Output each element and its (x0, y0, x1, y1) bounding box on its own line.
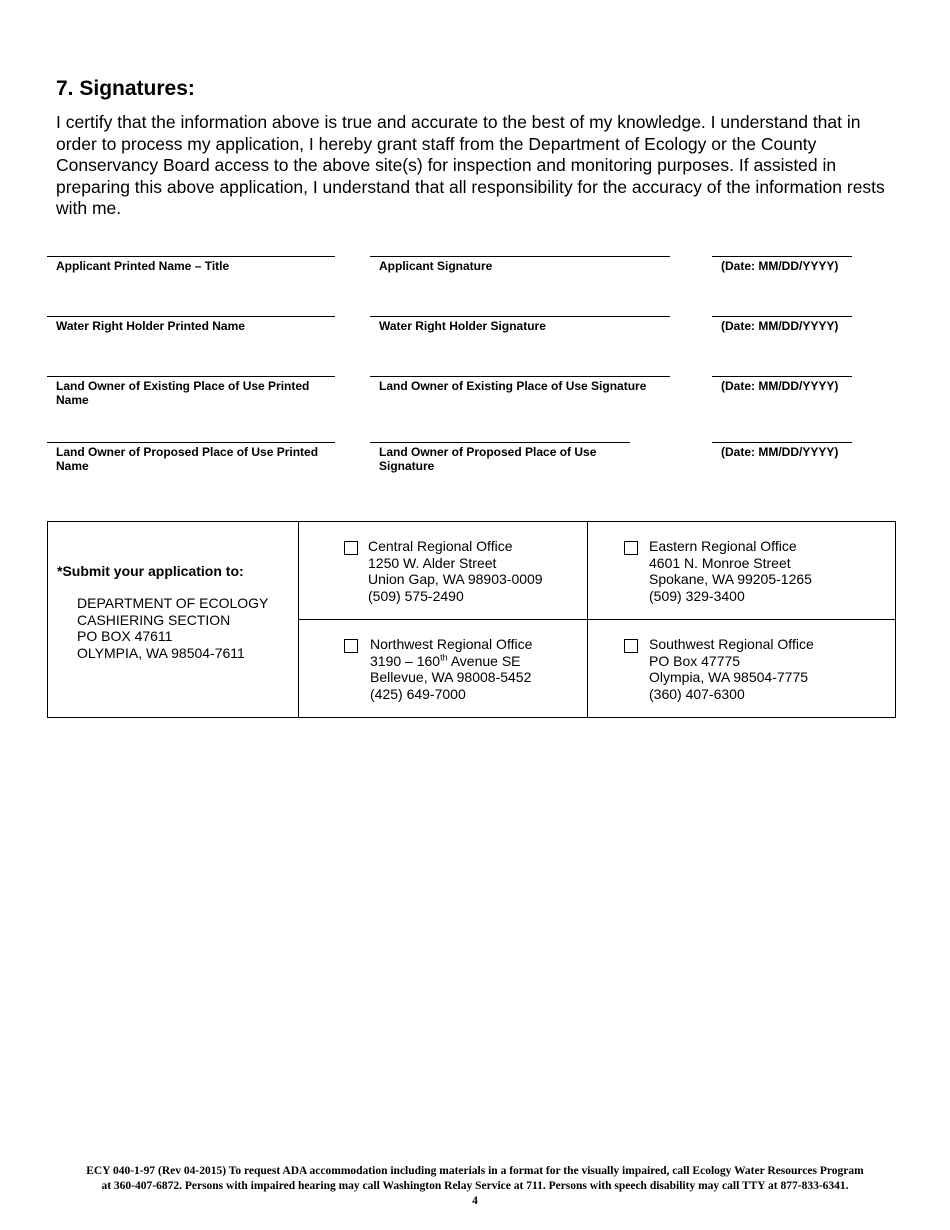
office-city: Olympia, WA 98504-7775 (649, 669, 809, 685)
existing-land-owner-signature-field[interactable] (370, 376, 670, 393)
applicant-date-field[interactable] (712, 256, 852, 273)
water-right-holder-name-field[interactable] (47, 316, 335, 333)
department-address-line: OLYMPIA, WA 98504-7611 (77, 644, 245, 661)
applicant-signature-field[interactable] (370, 256, 670, 273)
department-address (77, 595, 268, 661)
existing-land-owner-name-label: Land Owner of Existing Place of Use Printed Name (56, 379, 310, 407)
water-right-holder-name-label: Water Right Holder Printed Name (56, 319, 245, 333)
office-phone: (425) 649-7000 (370, 685, 466, 702)
northwest-office-checkbox[interactable] (344, 639, 358, 653)
submit-cell (48, 522, 299, 718)
southwest-office-address (649, 636, 814, 702)
department-address-line: PO BOX 47611 (77, 628, 173, 644)
central-office-address (368, 538, 543, 604)
office-city: Bellevue, WA 98008-5452 (370, 669, 532, 685)
office-name: Southwest Regional Office (649, 636, 814, 652)
applicant-signature-label: Applicant Signature (379, 259, 493, 273)
water-right-holder-signature-field[interactable] (370, 316, 670, 333)
eastern-office-checkbox[interactable] (624, 541, 638, 555)
central-office-cell (299, 522, 588, 620)
water-right-holder-signature-label: Water Right Holder Signature (379, 319, 546, 333)
office-name: Northwest Regional Office (370, 636, 533, 652)
applicant-name-label: Applicant Printed Name – Title (56, 259, 230, 273)
water-right-holder-date-field[interactable] (712, 316, 852, 333)
existing-land-owner-date-field[interactable] (712, 376, 852, 393)
northwest-office-cell (299, 620, 588, 718)
section-heading: 7. Signatures: (56, 77, 195, 100)
existing-land-owner-date-label: (Date: MM/DD/YYYY) (721, 379, 839, 393)
footer-line: at 360-407-6872. Persons with impaired hearing may call Washington Relay Service at 711. Persons with speech disability may call TTY at 877-833-6341. (101, 1180, 849, 1192)
office-street: 4601 N. Monroe Street (649, 554, 791, 571)
office-street-name: Avenue SE (447, 652, 521, 669)
proposed-land-owner-name-label: Land Owner of Proposed Place of Use Printed Name (56, 445, 319, 473)
department-address-line: DEPARTMENT OF ECOLOGY (77, 595, 269, 611)
submit-title: *Submit your application to: (57, 563, 244, 579)
proposed-land-owner-date-label: (Date: MM/DD/YYYY) (721, 445, 839, 459)
department-address-line: CASHIERING SECTION (77, 611, 231, 628)
office-street (370, 653, 532, 670)
page-footer (0, 1164, 950, 1209)
office-street-suffix: th (440, 651, 448, 662)
eastern-office-address (649, 538, 812, 604)
southwest-office-checkbox[interactable] (624, 639, 638, 653)
central-office-checkbox[interactable] (344, 541, 358, 555)
proposed-land-owner-signature-field[interactable] (370, 442, 630, 473)
existing-land-owner-signature-label: Land Owner of Existing Place of Use Signature (379, 379, 647, 393)
eastern-office-cell (588, 522, 896, 620)
proposed-land-owner-signature-label: Land Owner of Proposed Place of Use Signature (379, 445, 597, 473)
office-city: Union Gap, WA 98903-0009 (368, 571, 543, 587)
existing-land-owner-name-field[interactable] (47, 376, 335, 407)
office-phone: (360) 407-6300 (649, 685, 745, 702)
office-name: Eastern Regional Office (649, 538, 797, 554)
office-city: Spokane, WA 99205-1265 (649, 571, 812, 587)
proposed-land-owner-name-field[interactable] (47, 442, 335, 473)
office-street: 1250 W. Alder Street (368, 554, 497, 571)
footer-line: ECY 040-1-97 (Rev 04-2015) To request ADA accommodation including materials in a format for the visually impaired, call Ecology Water Resources Program (86, 1165, 864, 1177)
submission-table (47, 521, 896, 718)
office-name: Central Regional Office (368, 538, 513, 554)
office-street-number: 3190 – 160 (370, 652, 441, 669)
northwest-office-address (370, 636, 532, 702)
applicant-name-field[interactable] (47, 256, 335, 273)
office-street: PO Box 47775 (649, 652, 741, 669)
applicant-date-label: (Date: MM/DD/YYYY) (721, 259, 839, 273)
page-number: 4 (472, 1195, 478, 1207)
certification-text: I certify that the information above is true and accurate to the best of my knowledge. I understand that in order to process my application, I hereby grant staff from the Department of Ecology or the County Conservancy Board access to the above site(s) for inspection and monitoring purposes. If assisted in preparing this above application, I understand that all responsibility for the accuracy of the information rests with me. (56, 112, 885, 218)
proposed-land-owner-date-field[interactable] (712, 442, 852, 459)
office-phone: (509) 575-2490 (368, 587, 464, 604)
office-phone: (509) 329-3400 (649, 587, 745, 604)
southwest-office-cell (588, 620, 896, 718)
water-right-holder-date-label: (Date: MM/DD/YYYY) (721, 319, 839, 333)
